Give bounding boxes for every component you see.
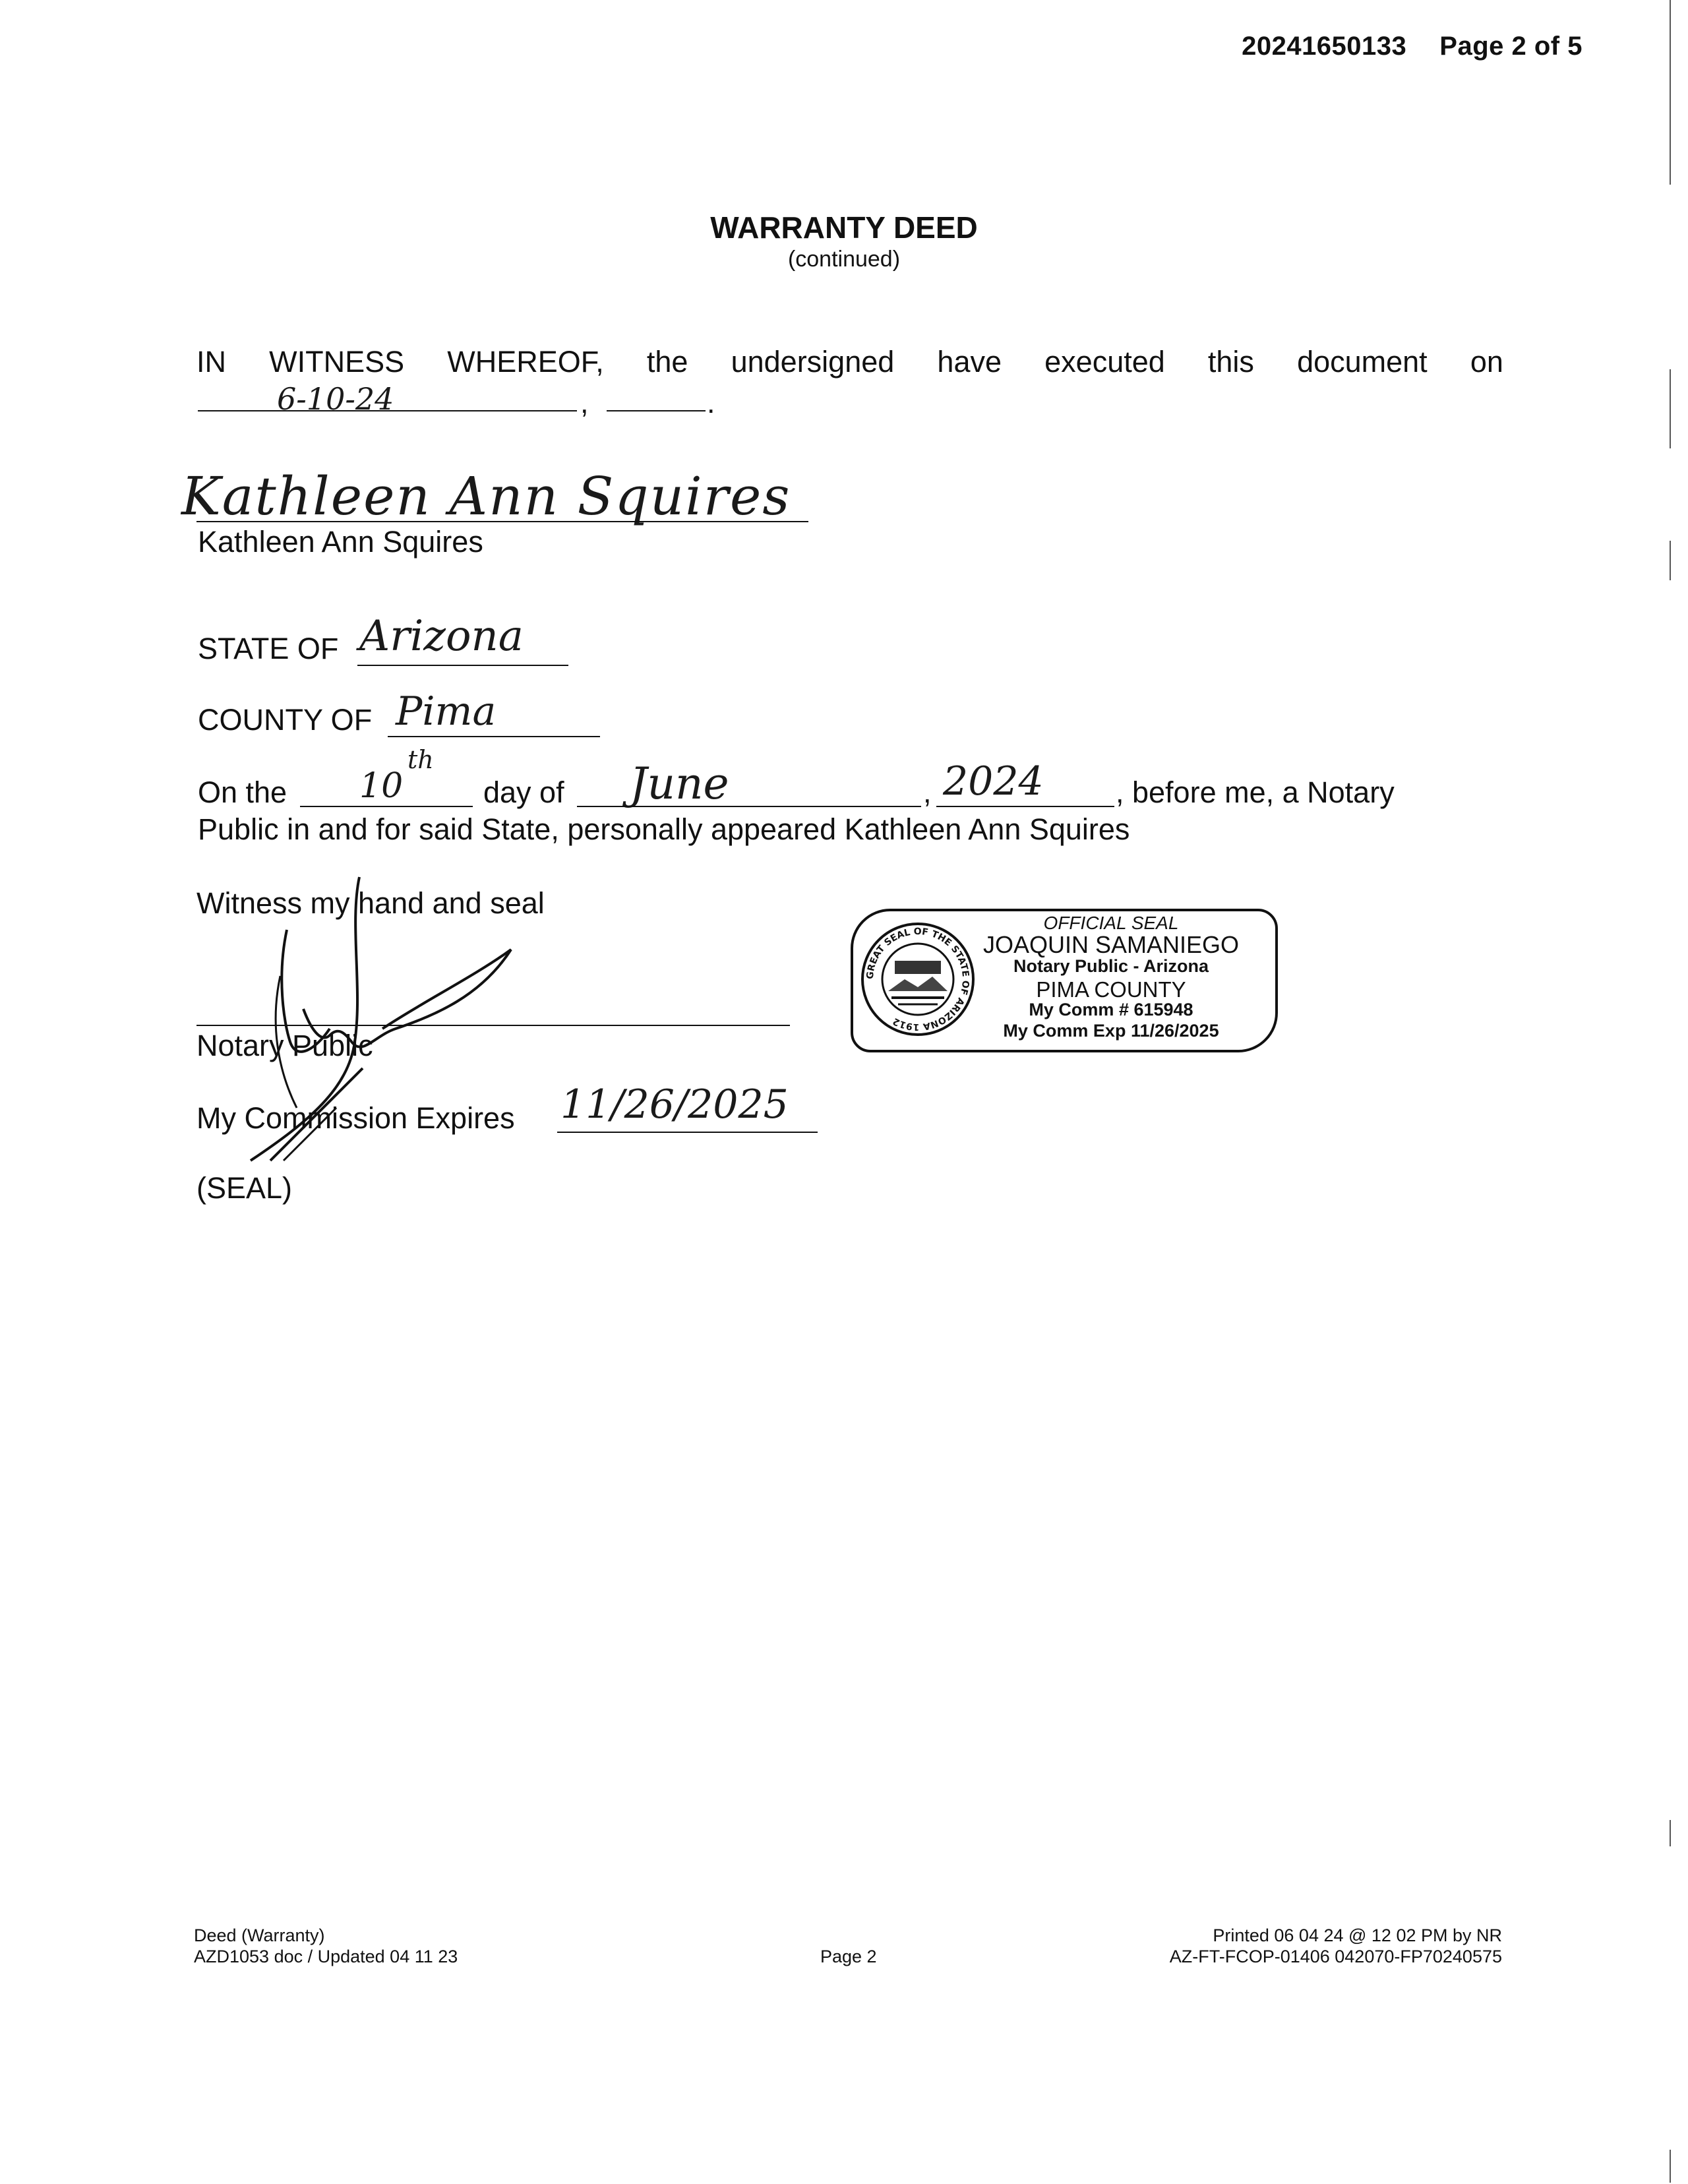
scan-edge-mark <box>1670 2150 1671 2183</box>
grantor-signature: Kathleen Ann Squires <box>181 466 791 527</box>
document-title: WARRANTY DEED <box>710 210 978 245</box>
county-value-handwritten: Pima <box>396 688 497 735</box>
witness-word: the <box>646 345 688 379</box>
witness-statement <box>196 345 1503 379</box>
footer-left-line-2: AZD1053 doc / Updated 04 11 23 <box>194 1947 458 1966</box>
scan-edge-mark <box>1670 1820 1671 1846</box>
scan-edge-mark <box>1670 369 1671 448</box>
witness-word: IN <box>196 345 226 379</box>
seal-line-5: My Comm # 615948 <box>1029 1000 1193 1019</box>
ack-line-2: Public in and for said State, personally appeared Kathleen Ann Squires <box>198 812 1130 846</box>
witness-word: WITNESS <box>269 345 405 379</box>
seal-line-4: PIMA COUNTY <box>1036 977 1186 1002</box>
footer-right-line-1: Printed 06 04 24 @ 12 02 PM by NR <box>1213 1926 1502 1945</box>
ack-year-handwritten: 2024 <box>943 758 1044 804</box>
ack-comma: , <box>923 775 932 809</box>
notary-public-label: Notary Public <box>196 1029 373 1062</box>
execution-year-line <box>607 410 706 411</box>
witness-word: document <box>1297 345 1428 379</box>
witness-word: undersigned <box>731 345 895 379</box>
ack-day-suffix: th <box>407 745 434 774</box>
execution-date-comma: , <box>580 386 589 419</box>
ack-day-line <box>300 806 473 807</box>
scan-edge-mark <box>1670 541 1671 580</box>
execution-date-line <box>198 410 577 411</box>
footer-right-line-2: AZ-FT-FCOP-01406 042070-FP70240575 <box>1169 1947 1502 1966</box>
witness-word: on <box>1470 345 1503 379</box>
county-label: COUNTY OF <box>198 703 373 737</box>
execution-date-period: . <box>707 386 715 419</box>
seal-line-3: Notary Public - Arizona <box>1013 956 1209 976</box>
document-number: 20241650133 <box>1242 32 1407 61</box>
seal-line-6: My Comm Exp 11/26/2025 <box>1003 1021 1219 1041</box>
county-line <box>388 736 600 737</box>
witness-word: WHEREOF, <box>447 345 604 379</box>
ack-before-me: , before me, a Notary <box>1116 775 1395 809</box>
execution-date-handwritten: 6-10-24 <box>277 381 394 417</box>
page-indicator: Page 2 of 5 <box>1439 32 1582 61</box>
commission-date-line <box>557 1132 818 1133</box>
notary-signature-line <box>196 1025 790 1026</box>
ack-day-of: day of <box>483 775 564 809</box>
page-header <box>1242 32 1582 61</box>
ack-on-the: On the <box>198 775 287 809</box>
seal-line-1: OFFICIAL SEAL <box>1043 913 1179 933</box>
document-subtitle: (continued) <box>787 247 901 272</box>
grantor-signature-line <box>196 521 808 522</box>
footer-left-line-1: Deed (Warranty) <box>194 1926 325 1945</box>
grantor-printed-name: Kathleen Ann Squires <box>198 525 483 559</box>
commission-date-handwritten: 11/26/2025 <box>560 1081 789 1128</box>
footer-page-number: Page 2 <box>820 1947 877 1966</box>
witness-word: this <box>1207 345 1254 379</box>
state-label: STATE OF <box>198 632 339 665</box>
ack-year-line <box>936 806 1114 807</box>
commission-label: My Commission Expires <box>196 1101 515 1135</box>
ack-month-line <box>577 806 921 807</box>
notary-witness-text: Witness my hand and seal <box>196 886 545 920</box>
seal-emblem-text: GREAT SEAL OF THE STATE OF ARIZONA 1912 <box>864 926 971 1033</box>
seal-label: (SEAL) <box>196 1171 293 1205</box>
state-value-handwritten: Arizona <box>359 612 524 661</box>
state-line <box>357 665 568 666</box>
ack-day-handwritten: 10 <box>359 766 404 806</box>
witness-word: executed <box>1044 345 1165 379</box>
ack-month-handwritten: June <box>630 758 729 809</box>
scan-edge-mark <box>1670 0 1671 185</box>
witness-word: have <box>937 345 1002 379</box>
seal-line-2: JOAQUIN SAMANIEGO <box>982 931 1240 958</box>
